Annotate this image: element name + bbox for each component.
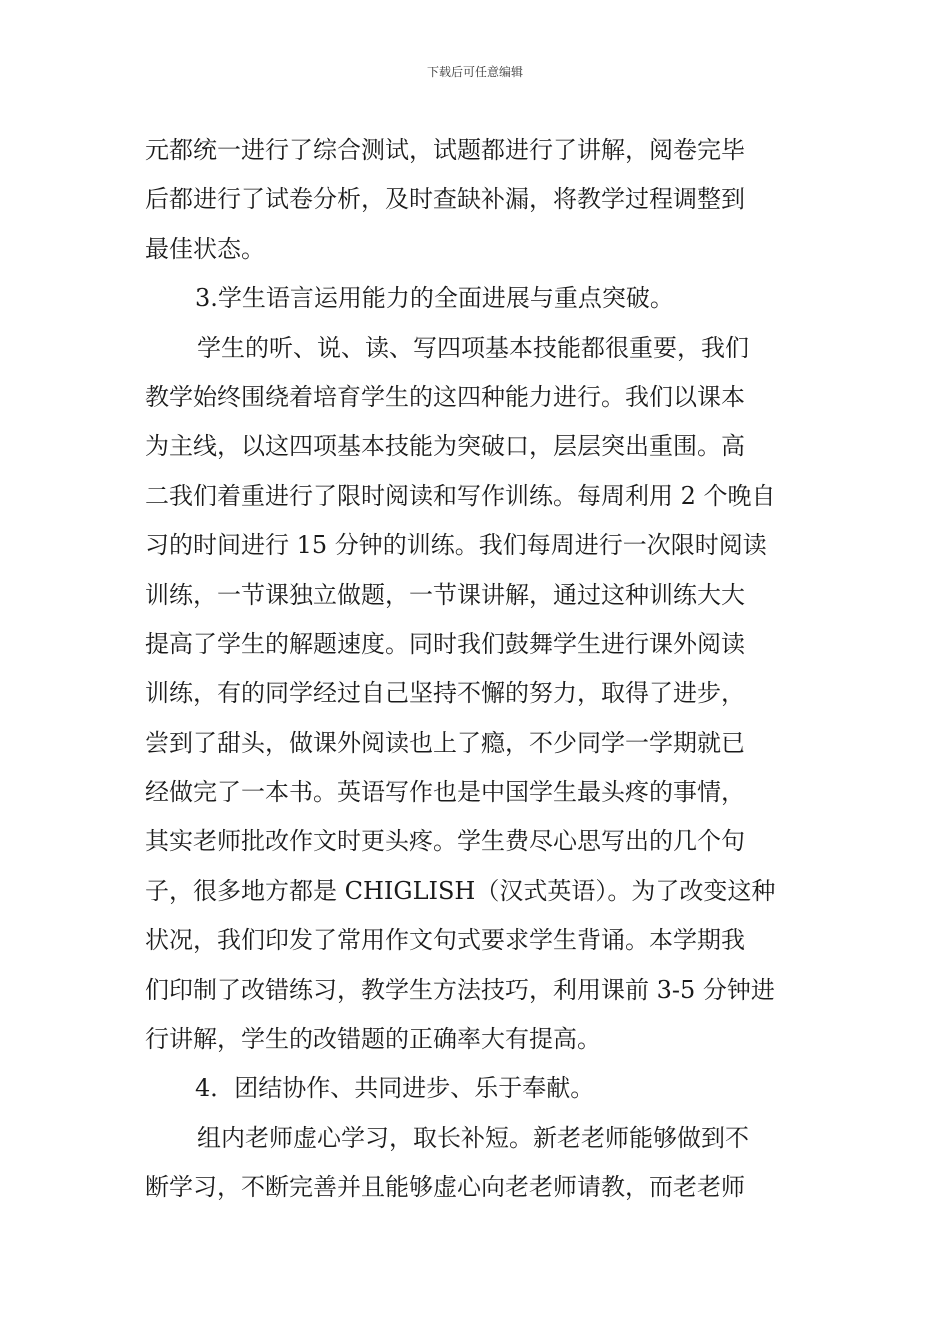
text-line: 二我们着重进行了限时阅读和写作训练。每周利用 2 个晚自: [145, 481, 776, 510]
text-line: 后都进行了试卷分析，及时查缺补漏，将教学过程调整到: [145, 185, 745, 214]
text-line: 习的时间进行 15 分钟的训练。我们每周进行一次限时阅读: [145, 531, 767, 560]
text-line: 行讲解，学生的改错题的正确率大有提高。: [145, 1025, 601, 1054]
document-body: [145, 126, 809, 1213]
text-line: 状况，我们印发了常用作文句式要求学生背诵。本学期我: [145, 926, 745, 955]
text-line: 最佳状态。: [145, 234, 265, 263]
section-heading-3: 3.学生语言运用能力的全面进展与重点突破。: [195, 284, 674, 313]
text-line: 经做完了一本书。英语写作也是中国学生最头疼的事情，: [145, 778, 745, 807]
text-line: 其实老师批改作文时更头疼。学生费尽心思写出的几个句: [145, 827, 745, 856]
text-line: 元都统一进行了综合测试，试题都进行了讲解，阅卷完毕: [145, 136, 745, 164]
text-line: 尝到了甜头，做课外阅读也上了瘾，不少同学一学期就已: [145, 728, 745, 757]
text-line: 子，很多地方都是 CHIGLISH（汉式英语）。为了改变这种: [145, 876, 776, 905]
text-line: 们印制了改错练习，教学生方法技巧，利用课前 3-5 分钟进: [145, 975, 775, 1004]
page-header: 下载后可任意编辑: [426, 65, 523, 79]
text-line: 提高了学生的解题速度。同时我们鼓舞学生进行课外阅读: [145, 629, 745, 658]
section-heading-4: 4．团结协作、共同进步、乐于奉献。: [195, 1074, 595, 1103]
paragraph-start: 学生的听、说、读、写四项基本技能都很重要，我们: [197, 333, 749, 362]
text-line: 训练，一节课独立做题，一节课讲解，通过这种训练大大: [145, 580, 745, 609]
text-line: 训练，有的同学经过自己坚持不懈的努力，取得了进步，: [145, 679, 745, 708]
text-line: 断学习，不断完善并且能够虚心向老老师请教，而老老师: [145, 1173, 745, 1202]
paragraph-start: 组内老师虚心学习，取长补短。新老老师能够做到不: [197, 1123, 749, 1152]
text-line: 教学始终围绕着培育学生的这四种能力进行。我们以课本: [145, 382, 745, 411]
text-line: 为主线，以这四项基本技能为突破口，层层突出重围。高: [145, 432, 745, 461]
